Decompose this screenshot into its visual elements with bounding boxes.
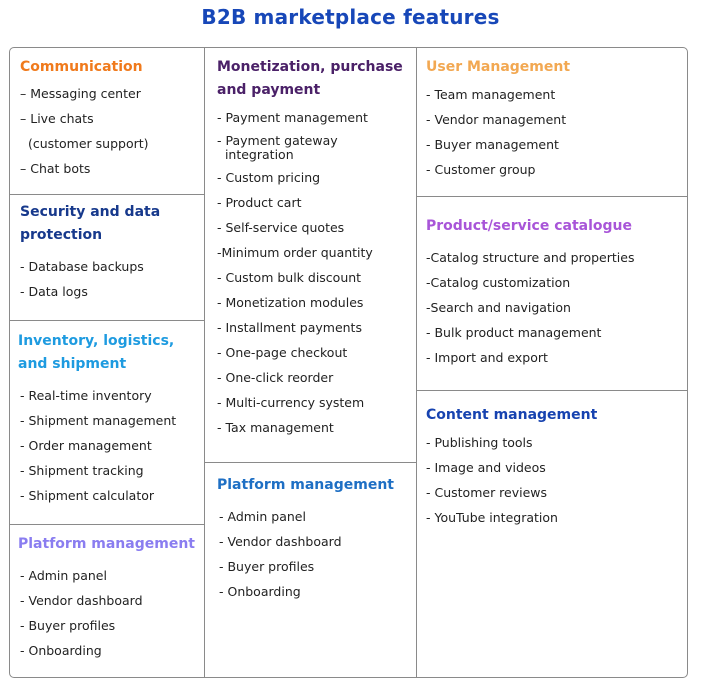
list-item: (customer support) — [20, 136, 149, 151]
list-item: – Chat bots — [20, 161, 91, 176]
section-title: and shipment — [18, 356, 127, 372]
list-item: - Database backups — [20, 259, 144, 274]
list-item: -Catalog structure and properties — [426, 250, 635, 265]
section-title: protection — [20, 227, 103, 243]
list-item: - Buyer management — [426, 137, 559, 152]
list-item: - Customer reviews — [426, 485, 548, 500]
list-item: - Monetization modules — [217, 295, 364, 310]
list-item: - Shipment tracking — [20, 463, 144, 478]
list-item: - Admin panel — [219, 509, 306, 524]
list-item: - One-page checkout — [217, 345, 348, 360]
list-item: - Self-service quotes — [217, 220, 345, 235]
list-item: - Shipment management — [20, 413, 177, 428]
row-divider — [10, 320, 204, 321]
row-divider — [417, 390, 687, 391]
row-divider — [10, 194, 204, 195]
row-divider — [10, 524, 204, 525]
section-user-management — [426, 56, 570, 182]
section-platform-left — [18, 533, 195, 663]
list-item: - Image and videos — [426, 460, 546, 475]
column-divider — [204, 48, 205, 677]
section-catalogue — [426, 215, 634, 370]
section-title: Content management — [426, 407, 598, 423]
list-item: - Payment management — [217, 110, 368, 125]
section-monetization — [217, 56, 403, 440]
list-item: - YouTube integration — [426, 510, 558, 525]
section-communication — [20, 56, 149, 181]
list-item: -Catalog customization — [426, 275, 571, 290]
section-title: Communication — [20, 59, 143, 75]
list-item: - Multi-currency system — [217, 395, 365, 410]
list-item: - Vendor dashboard — [219, 534, 342, 549]
section-title: User Management — [426, 59, 571, 75]
section-title: Security and data — [20, 204, 161, 220]
list-item: - Order management — [20, 438, 152, 453]
section-title: Platform management — [217, 477, 394, 493]
list-item: -Search and navigation — [426, 300, 571, 315]
section-security — [20, 201, 160, 304]
list-item: - Import and export — [426, 350, 548, 365]
list-item: - Onboarding — [20, 643, 102, 658]
list-item: - Buyer profiles — [219, 559, 315, 574]
list-item: - Custom bulk discount — [217, 270, 362, 285]
section-title: Platform management — [18, 536, 195, 552]
section-inventory — [18, 330, 176, 508]
list-item: - Custom pricing — [217, 170, 321, 185]
page-title: B2B marketplace features — [201, 5, 500, 29]
list-item: - Customer group — [426, 162, 536, 177]
list-item: - One-click reorder — [217, 370, 334, 385]
list-item: – Messaging center — [20, 86, 141, 101]
list-item: - Vendor dashboard — [20, 593, 143, 608]
row-divider — [417, 196, 687, 197]
list-item: - Onboarding — [219, 584, 301, 599]
list-item: – Live chats — [20, 111, 94, 126]
section-title: Inventory, logistics, — [18, 333, 175, 349]
list-item: - Tax management — [217, 420, 334, 435]
list-item: - Data logs — [20, 284, 88, 299]
column-divider — [416, 48, 417, 677]
list-item: -Minimum order quantity — [217, 245, 373, 260]
list-item: - Bulk product management — [426, 325, 602, 340]
list-item: - Installment payments — [217, 320, 362, 335]
section-title: Monetization, purchase — [217, 59, 403, 75]
list-item: - Publishing tools — [426, 435, 533, 450]
list-item: - Real-time inventory — [20, 388, 152, 403]
list-item: - Product cart — [217, 195, 302, 210]
list-item: - Vendor management — [426, 112, 567, 127]
list-item: - Buyer profiles — [20, 618, 116, 633]
list-item: - Payment gateway integration — [217, 133, 338, 162]
row-divider — [205, 462, 416, 463]
section-title: and payment — [217, 82, 321, 98]
section-platform-mid — [217, 474, 394, 604]
list-item: - Team management — [426, 87, 556, 102]
list-item: - Admin panel — [20, 568, 107, 583]
section-title: Product/service catalogue — [426, 218, 632, 234]
list-item: - Shipment calculator — [20, 488, 155, 503]
section-content — [426, 404, 597, 530]
